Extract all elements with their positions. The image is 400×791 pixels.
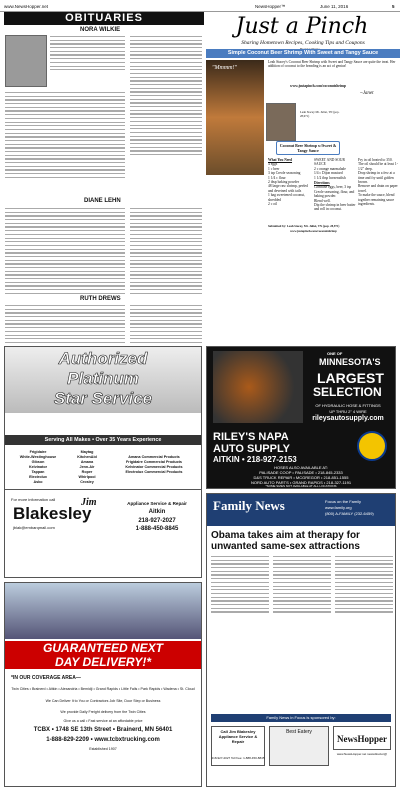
focus-phone: (800) A-FAMILY (232-6459) [325, 511, 374, 516]
sauce-and-directions [314, 158, 356, 212]
obituary-name: RUTH DREWS [80, 296, 121, 302]
card-link: www.justapinch.com/coconutshrimp [290, 229, 337, 233]
obituary-text [5, 208, 125, 297]
step: Drop shrimp in a few at a time and fry until golden brown. [358, 171, 395, 185]
brand: Roper [81, 470, 93, 474]
ingredient: 1 c beer [268, 166, 280, 171]
tcbx-address: TCBX • 1748 SE 13th Street • Brainerd, MN 56401 [33, 727, 173, 733]
platinum-banner [5, 347, 201, 413]
step: Remove and drain on paper towel. [358, 184, 398, 193]
brand: Electrolux Commercial Products [125, 470, 183, 474]
hoses-available: HOSES ALSO AVAILABLE AT: [274, 465, 328, 470]
up-thru: UP THRU 2" 4 WIRE [329, 409, 367, 414]
brand: Kelvinator Commercial Products [125, 465, 183, 469]
steps [358, 158, 398, 206]
step: Fry in oil heated to 350. [358, 158, 393, 162]
submitted-by: Submitted by: Leah Stacey, Mt. Juliet, TN (pop. 28,971) [268, 224, 340, 228]
brand-list-3 [109, 455, 199, 475]
directory-blakesley: Call Jim Blakesley Appliance Service & Repair [211, 726, 265, 766]
brand: Tappan [31, 470, 45, 474]
minnesota: MINNESOTA'S [319, 357, 381, 367]
step: The oil should be at least 1-1/2" deep. [358, 162, 398, 171]
paper-name: NewsHopper™ [255, 4, 286, 9]
direction: Blend well. [314, 198, 331, 203]
submitter-photo [266, 103, 296, 141]
appliance-ad [4, 346, 202, 578]
brand: Crosley [80, 480, 94, 484]
ingredient: 1 bag sweetened coconut, shredded [268, 193, 305, 202]
hose-photo [213, 351, 303, 423]
page-header [0, 0, 400, 12]
recipe-intro: Leah Stacey's Coconut Beer Shrimp with Sweet and Tangy Sauce are quite the treat. Her addition of coconut to the breading is an act of genius! [268, 60, 396, 69]
ingredient: 2 tbsp baking powder [268, 180, 300, 185]
directory-eatery: Best Eatery [269, 726, 329, 766]
coverage: *IN OUR COVERAGE AREA— [11, 675, 81, 681]
article-text [211, 556, 269, 615]
cities: Twin Cities • Brainerd • Aitkin • Alexandria • Bemidji • Grand Rapids • Little Falls • Park Rapids • Wadena • St. Cloud [11, 687, 195, 691]
star-service-line: Star Service [53, 389, 153, 408]
obituary-text [5, 92, 125, 181]
location-note: *SOME SIZES NOT AVAILABLE AT ALL LOCATIONS [265, 484, 337, 488]
ingredients-heading: What You Need [268, 158, 293, 162]
photo-caption: Leah Stacey Mt. Juliet, TN (pop. 28,971) [300, 110, 340, 119]
directory-newshopper: NewsHopper [333, 726, 391, 750]
selection: SELECTION [313, 385, 382, 399]
authorized-line: Authorized [58, 349, 148, 368]
obituary-name: NORA WILKIE [80, 27, 121, 33]
napa-logo [357, 431, 387, 461]
mmmm-label: "Mmmm!" [212, 65, 238, 71]
rileys-line-2: AUTO SUPPLY [213, 443, 291, 455]
site-url: www.NewsHopper.net [4, 4, 49, 9]
brand: Maytag [80, 450, 94, 454]
hose-ad [206, 346, 396, 489]
recipe-title: Simple Coconut Beer Shrimp With Sweet and Tangy Sauce [206, 49, 400, 58]
page-number: 5 [392, 4, 395, 9]
tcbx-ad [4, 582, 202, 787]
just-a-pinch-subtitle: Sharing Hometown Recipes, Cooking Tips and Coupons [241, 40, 365, 46]
ingredient: 2 c oil [268, 202, 277, 207]
obituary-text [130, 208, 202, 297]
ingredient: 3 tsp Creole seasoning [268, 171, 301, 176]
obituaries-heading: OBITUARIES [4, 12, 204, 25]
just-a-pinch-title: Just a Pinch [235, 14, 369, 39]
directory-heading: Family News in Focus is sponsored by: [211, 714, 391, 722]
blakesley-logo: Blakesley [13, 504, 92, 523]
serving-banner: Serving All Makes • Over 35 Years Experience [5, 435, 201, 445]
ingredient: 1 1/4 c flour [268, 175, 286, 180]
direction: Combine eggs, beer, 3 tsp Creole seasoning, flour, and baking powder. [314, 185, 355, 199]
sauce-item: 2 c orange marmalade [314, 166, 346, 171]
recipe-photo [206, 60, 264, 175]
focus-label: Focus on the Family [325, 499, 362, 504]
website: rileysautosupply.com [312, 415, 384, 422]
brand: Amana Commercial Products [128, 455, 180, 459]
brand: KitchenAid [77, 455, 97, 459]
article-text [273, 556, 331, 615]
article-text [335, 556, 393, 615]
phone-2: 1-888-450-8845 [135, 526, 179, 532]
call-note: Give us a call • Fast service at an affordable price [63, 719, 143, 723]
directions-heading: Directions [314, 181, 330, 186]
directory-phone: 218-927-2027 Toll free: 1-888-450-8845 [211, 756, 265, 760]
brand: Frigidaire Commercial Products [126, 460, 182, 464]
card-title: Coconut Beer Shrimp w/Sweet & Tangy Sauce [276, 141, 340, 155]
family-news-section [206, 493, 396, 787]
issue-date: June 11, 2016 [320, 4, 349, 9]
hydraulic: OF HYDRAULIC HOSE & FITTINGS [315, 403, 381, 408]
tcbx-phone: 1-888-829-2209 • www.tcbxtrucking.com [46, 737, 160, 743]
recipe-link: www.justapinch.com/coconutshrimp [290, 84, 346, 88]
email: jblak@embarqmail.com [13, 525, 55, 530]
ingredients [268, 158, 312, 206]
established: Established 1907 [89, 747, 117, 751]
city-label: Aitkin [148, 509, 166, 515]
brand-list-1 [11, 450, 65, 485]
brand: Kelvinator [28, 465, 48, 469]
phone-1: 218-927-2027 [138, 518, 176, 524]
family-news-banner [207, 494, 395, 526]
obama-headline: Obama takes aim at therapy for unwanted same-sex attractions [211, 530, 360, 552]
sauce-heading: SWEET AND SOUR SAUCE [314, 158, 345, 167]
one-of: ONE OF [327, 351, 343, 356]
ingredient: 4 eggs [268, 162, 278, 167]
service-label: Appliance Service & Repair [127, 501, 187, 506]
obituary-text [130, 36, 202, 158]
largest: LARGEST [317, 370, 384, 386]
focus-url: www.family.org [325, 505, 352, 510]
truck-photo [5, 583, 201, 639]
jim-label: Jim [81, 497, 97, 508]
divider [5, 489, 201, 490]
location: D&S TRUCK REPAIR • MCGREGOR • 218-851-1555 [253, 475, 349, 480]
next-day: DAY DELIVERY!* [5, 655, 201, 669]
delivery-note: We Can Deliver It to You or Contractors Job Site, Door Step or Business [45, 699, 161, 703]
family-news-logo: Family News [213, 498, 285, 513]
signature: ~Janet [360, 91, 374, 96]
directory-url: www.NewsHopper.net newsdirector@ [336, 752, 388, 756]
sauce-item: 1/4 c Dijon mustard [314, 171, 343, 176]
sauce-item: 1 1/2 tbsp horseradish [314, 175, 346, 180]
ingredient: 48 large raw shrimp, peeled and deveined with tails [268, 184, 308, 193]
freight-note: We provide Daily Freight delivery from the Twin Cities [60, 710, 146, 714]
brand: Jenn-Air [79, 465, 95, 469]
brand: Asko [33, 480, 43, 484]
location: PALISADE COOP • PALISADE • 218-845-2333 [259, 470, 343, 475]
platinum-line: Platinum [67, 369, 139, 388]
obituary-name: DIANE LEHN [84, 198, 121, 204]
brand: Electrolux [29, 475, 47, 479]
brand: White-Westinghouse [19, 455, 57, 459]
info-call: For more information call [11, 497, 56, 502]
brand-list-2 [67, 450, 107, 485]
location: NORD AUTO PARTS • GRAND RAPIDS • 218-327-1191 [250, 480, 352, 485]
direction: Dip the shrimp in beer batter and roll in coconut. [314, 203, 356, 212]
obituary-photo [5, 35, 47, 87]
obituary-text [50, 36, 125, 73]
brand: Whirlpool [78, 475, 96, 479]
rileys-line-1: RILEY'S NAPA [213, 431, 289, 443]
step: To make the sauce, blend together remaining sauce ingredients. [358, 193, 395, 207]
brand: Amana [80, 460, 94, 464]
brand: Frigidaire [29, 450, 47, 454]
brand: Gibson [31, 460, 45, 464]
rileys-phone: AITKIN • 218-927-2153 [213, 455, 297, 464]
guaranteed: GUARANTEED NEXT [5, 641, 201, 655]
